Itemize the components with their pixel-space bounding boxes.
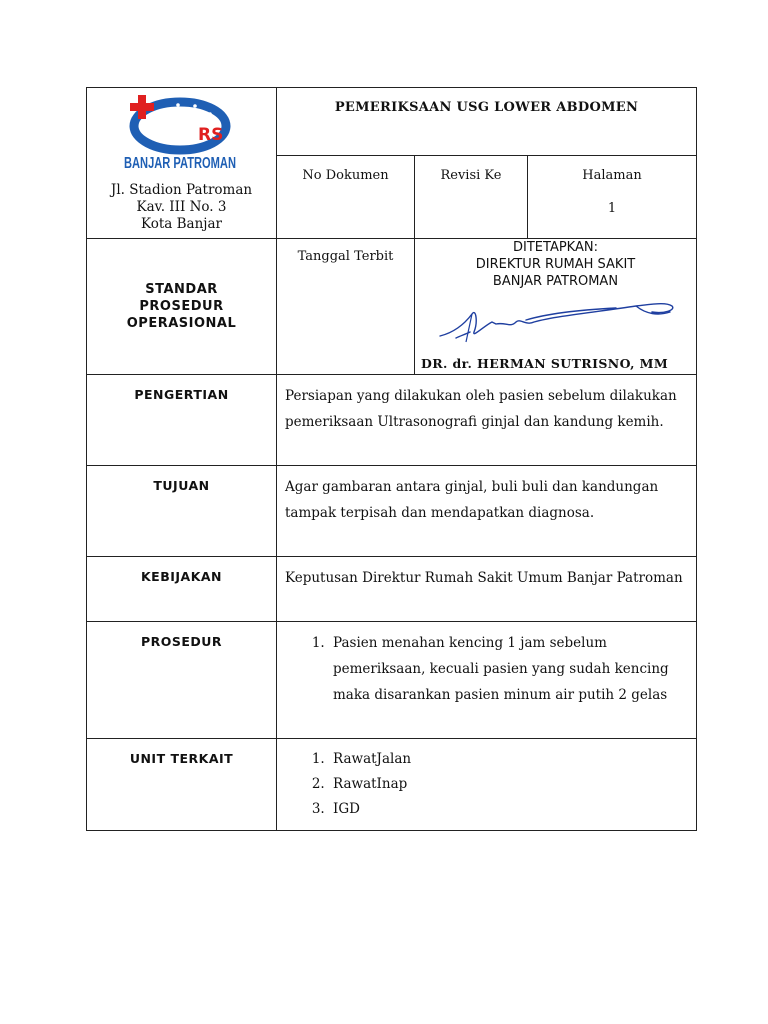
approval-block bbox=[415, 239, 697, 375]
address-line: Kota Banjar bbox=[141, 216, 222, 232]
address-line: Jl. Stadion Patroman bbox=[110, 182, 253, 198]
approval-line: DITETAPKAN: bbox=[513, 240, 598, 255]
director-name: DR. dr. HERMAN SUTRISNO, MM bbox=[421, 356, 669, 371]
kebijakan-label: KEBIJAKAN bbox=[87, 557, 277, 622]
logo-name-text: BANJAR PATROMAN bbox=[123, 155, 236, 172]
sop-title-line: STANDAR bbox=[145, 282, 218, 297]
hospital-logo-cell bbox=[87, 88, 277, 239]
tujuan-label: TUJUAN bbox=[87, 466, 277, 557]
prosedur-content bbox=[277, 622, 697, 739]
approval-line: BANJAR PATROMAN bbox=[492, 274, 619, 289]
hospital-logo bbox=[122, 94, 242, 174]
unit-terkait-item: 1. RawatJalan bbox=[329, 747, 688, 772]
pengertian-text: Persiapan yang dilakukan oleh pasien sebelum dilakukan pemeriksaan Ultrasonografi ginjal dan kandung kemih. bbox=[277, 375, 697, 466]
unit-terkait-list bbox=[285, 747, 688, 822]
sop-title-line: PROSEDUR bbox=[139, 299, 224, 314]
sop-title bbox=[87, 239, 277, 375]
pengertian-label: PENGERTIAN bbox=[87, 375, 277, 466]
sop-table bbox=[86, 87, 697, 831]
hospital-address bbox=[87, 182, 276, 233]
halaman-label: Halaman bbox=[582, 168, 642, 183]
tujuan-text: Agar gambaran antara ginjal, buli buli dan kandungan tampak terpisah dan mendapatkan diagnosa. bbox=[277, 466, 697, 557]
kebijakan-text: Keputusan Direktur Rumah Sakit Umum Banjar Patroman bbox=[277, 557, 697, 622]
prosedur-step: 1. Pasien menahan kencing 1 jam sebelum pemeriksaan, kecuali pasien yang sudah kencing maka disarankan pasien minum air putih 2 gelas bbox=[329, 630, 688, 708]
document-title: PEMERIKSAAN USG LOWER ABDOMEN bbox=[277, 88, 697, 156]
director-signature bbox=[426, 292, 686, 348]
unit-terkait-content bbox=[277, 739, 697, 831]
prosedur-label: PROSEDUR bbox=[87, 622, 277, 739]
sop-title-line: OPERASIONAL bbox=[126, 316, 237, 331]
approval-line: DIREKTUR RUMAH SAKIT bbox=[475, 257, 636, 272]
unit-terkait-item: 3. IGD bbox=[329, 797, 688, 822]
halaman-cell bbox=[528, 156, 697, 239]
prosedur-list bbox=[285, 630, 688, 708]
unit-terkait-item: 2. RawatInap bbox=[329, 772, 688, 797]
logo-rs-text: RS bbox=[197, 125, 223, 145]
revisi-label: Revisi Ke bbox=[415, 156, 528, 239]
halaman-value: 1 bbox=[607, 201, 617, 216]
tanggal-terbit-label: Tanggal Terbit bbox=[277, 239, 415, 375]
unit-terkait-label: UNIT TERKAIT bbox=[87, 739, 277, 831]
no-dokumen-label: No Dokumen bbox=[277, 156, 415, 239]
address-line: Kav. III No. 3 bbox=[136, 199, 227, 215]
